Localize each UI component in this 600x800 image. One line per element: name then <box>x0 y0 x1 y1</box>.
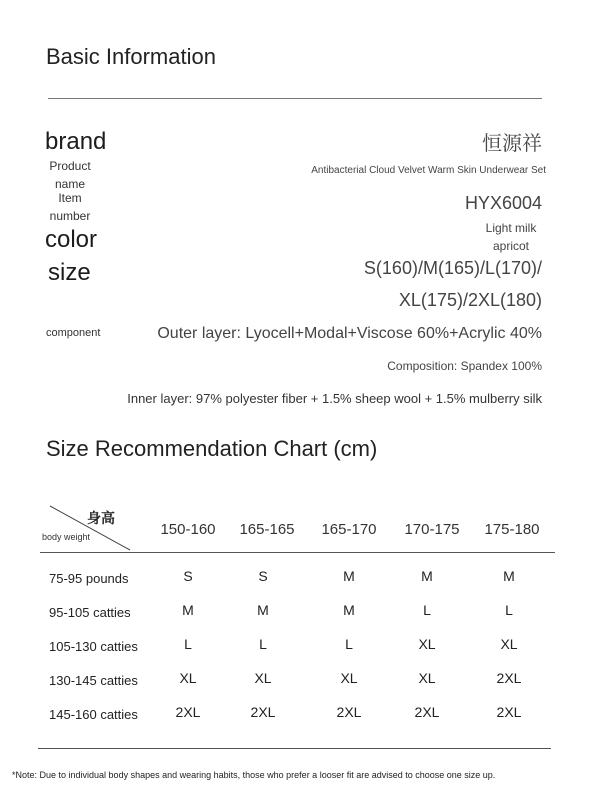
size-label: size <box>48 259 91 286</box>
component-inner: Inner layer: 97% polyester fiber + 1.5% sheep wool + 1.5% mulberry silk <box>127 391 542 406</box>
size-row-label: 105-130 catties <box>49 639 138 654</box>
color-value-line2: apricot <box>492 239 530 253</box>
size-cell: S <box>183 568 193 584</box>
size-cell: XL <box>418 670 436 686</box>
size-row-label: 130-145 catties <box>49 673 138 688</box>
brand-value: 恒源祥 <box>482 133 542 155</box>
item-number-label <box>40 189 100 225</box>
item-number-value: HYX6004 <box>464 193 542 213</box>
brand-label: brand <box>45 128 107 155</box>
size-cell: 2XL <box>250 704 276 720</box>
component-composition: Composition: Spandex 100% <box>387 359 542 373</box>
size-cell: XL <box>179 670 197 686</box>
size-row-label: 145-160 catties <box>49 707 138 722</box>
size-cell: L <box>184 636 192 652</box>
color-value-line1: Light milk <box>485 221 537 235</box>
size-cell: XL <box>418 636 436 652</box>
product-name-value: Antibacterial Cloud Velvet Warm Skin Underwear Set <box>311 165 546 176</box>
basic-info-divider <box>48 98 542 99</box>
size-cell: M <box>343 602 355 618</box>
size-cell: L <box>423 602 431 618</box>
size-cell: 2XL <box>175 704 201 720</box>
corner-height-label: 身高 <box>87 510 115 526</box>
col-header-5: 175-180 <box>484 521 540 538</box>
size-row-label: 75-95 pounds <box>49 571 129 586</box>
size-row-label: 95-105 catties <box>49 605 131 620</box>
item-number-label-line2: number <box>49 209 91 223</box>
size-value-line2: XL(175)/2XL(180) <box>398 290 542 310</box>
color-label: color <box>45 226 98 253</box>
size-cell: 2XL <box>496 670 522 686</box>
item-number-label-line1: Item <box>58 191 82 205</box>
size-cell: 2XL <box>496 704 522 720</box>
size-cell: 2XL <box>414 704 440 720</box>
size-cell: M <box>257 602 269 618</box>
size-cell: L <box>259 636 267 652</box>
size-cell: S <box>258 568 268 584</box>
size-cell: M <box>182 602 194 618</box>
col-header-4: 170-175 <box>404 521 460 538</box>
size-chart-corner-cell <box>40 504 132 552</box>
size-chart-title: Size Recommendation Chart (cm) <box>46 436 378 461</box>
size-cell: M <box>503 568 515 584</box>
product-name-label <box>40 157 100 193</box>
col-header-2: 165-165 <box>239 521 295 538</box>
corner-diagonal-line <box>40 504 132 552</box>
size-cell: L <box>345 636 353 652</box>
size-cell: XL <box>340 670 358 686</box>
basic-info-title: Basic Information <box>46 44 216 69</box>
col-header-1: 150-160 <box>160 521 216 538</box>
size-cell: M <box>343 568 355 584</box>
color-value <box>478 219 544 255</box>
size-value-line1: S(160)/M(165)/L(170)/ <box>363 258 542 278</box>
size-cell: XL <box>254 670 272 686</box>
product-name-label-line1: Product <box>49 159 91 173</box>
component-outer: Outer layer: Lyocell+Modal+Viscose 60%+Acrylic 40% <box>157 325 542 342</box>
corner-weight-label: body weight <box>42 532 91 542</box>
size-cell: 2XL <box>336 704 362 720</box>
col-header-3: 165-170 <box>321 521 377 538</box>
size-cell: L <box>505 602 513 618</box>
size-cell: M <box>421 568 433 584</box>
size-chart-note: *Note: Due to individual body shapes and wearing habits, those who prefer a looser fit are advised to choose one size up. <box>12 770 496 780</box>
component-label: component <box>46 327 101 339</box>
product-name-label-line2: name <box>54 177 86 191</box>
size-cell: XL <box>500 636 518 652</box>
size-chart-bottom-divider <box>38 748 551 749</box>
size-chart-header-divider <box>40 552 555 553</box>
